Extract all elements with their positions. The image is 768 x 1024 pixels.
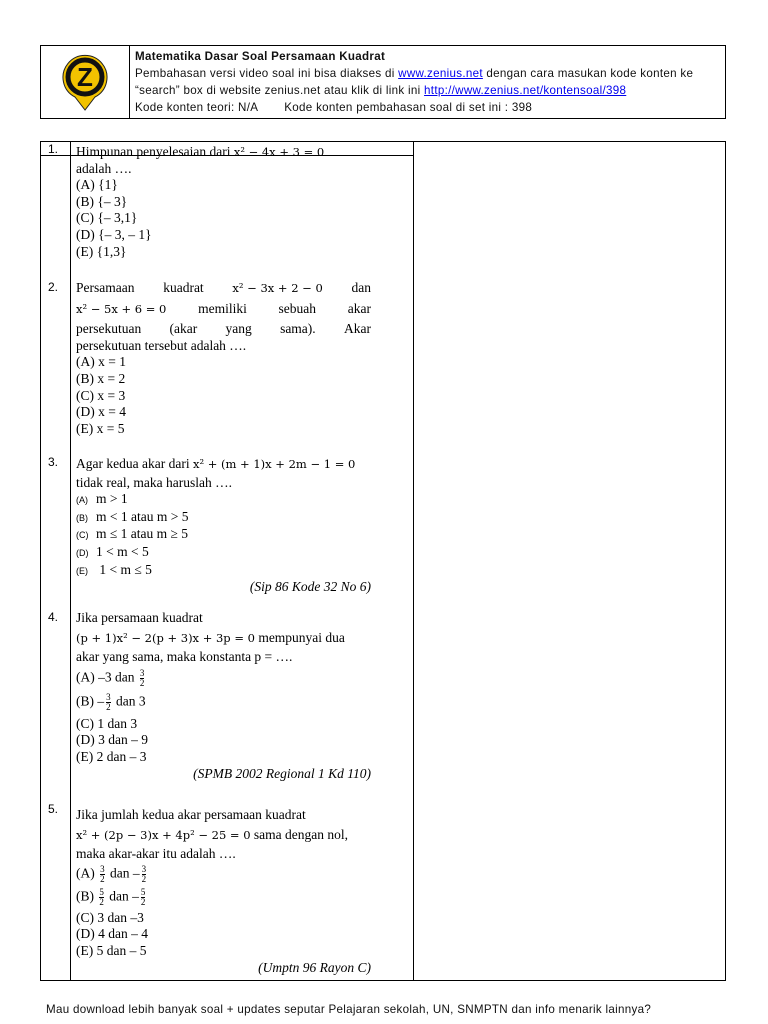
equation: x² − 4x + 3 = 0 <box>233 145 325 159</box>
option-e: (E) x = 5 <box>76 420 125 436</box>
fraction: $\frac{3}{2}$ <box>106 691 111 712</box>
question-number: 3. <box>48 455 59 469</box>
option-b: (B) {– 3} <box>76 193 128 209</box>
option-d: (D) 3 dan – 9 <box>76 732 148 748</box>
option-c: (C) 1 dan 3 <box>76 715 138 731</box>
option-b: (B) m < 1 atau m > 5 <box>76 508 189 524</box>
footer-text: Mau download lebih banyak soal + updates seputar Pelajaran sekolah, UN, SNMPTN dan info menarik lainnya? <box>46 1003 652 1016</box>
number-column-divider <box>70 142 71 980</box>
option-e: (E) 1 < m ≤ 5 <box>76 561 152 577</box>
question-3: Agar kedua akar dari x² + (m + 1)x + 2m − 1 = 0 tidak real, maka haruslah …. (A) m > 1 (B) m < 1 atau m > 5 (C) m ≤ 1 atau m ≥ 5 (D) 1 < m < 5 (E) 1 < m ≤ 5 (Sip 86 Kode 32 No 6) <box>76 456 371 595</box>
option-a: (A) {1} <box>76 177 118 193</box>
kontensoal-link[interactable]: http://www.zenius.net/kontensoal/398 <box>424 84 627 97</box>
option-d: (D) {– 3, – 1} <box>76 226 152 242</box>
svg-text:Z: Z <box>77 62 93 92</box>
option-d: (D) 4 dan – 4 <box>76 926 148 942</box>
option-d: (D) x = 4 <box>76 404 126 420</box>
option-c: (C) x = 3 <box>76 387 126 403</box>
question-source: (Umptn 96 Rayon C) <box>258 959 371 975</box>
option-d: (D) 1 < m < 5 <box>76 543 149 559</box>
question-number: 5. <box>48 802 59 816</box>
question-5: Jika jumlah kedua akar persamaan kuadrat x² + (2p − 3)x + 4p² − 25 = 0 sama dengan nol, maka akar-akar itu adalah …. (A) $\frac{3}{2}$ dan – $\frac{3}{2}$ (B) $\frac{5}{2}$ dan – $\frac{5}{2}$ (C) 3 dan –3 (D) 4 dan – 4 (E) 5 dan – 5 (Umptn 96 Rayon C) <box>76 807 371 975</box>
option-b: (B) – $\frac{3}{2}$ dan 3 <box>76 691 146 712</box>
header-box <box>40 45 726 119</box>
option-b: (B) $\frac{5}{2}$ dan – $\frac{5}{2}$ <box>76 886 146 907</box>
option-b: (B) x = 2 <box>76 370 126 386</box>
zenius-logo <box>61 53 109 111</box>
option-e: (E) {1,3} <box>76 243 127 259</box>
option-a: (A) –3 dan $\frac{3}{2}$ <box>76 667 145 688</box>
answer-column-divider <box>413 142 414 980</box>
fraction: $\frac{3}{2}$ <box>139 667 145 688</box>
option-a: (A) m > 1 <box>76 491 128 507</box>
option-c: (C) 3 dan –3 <box>76 909 144 925</box>
question-4: Jika persamaan kuadrat (p + 1)x² − 2(p + 3)x + 3p = 0 mempunyai dua akar yang sama, maka konstanta p = …. (A) –3 dan $\frac{3}{2}$ (B) – $\frac{3}{2}$ dan 3 (C) 1 dan 3 (D) 3 dan – 9 (E) 2 dan – 3 (SPMB 2002 Regional 1 Kd 110) <box>76 610 371 781</box>
kode-teori: Kode konten teori: N/A <box>135 101 259 114</box>
question-1: Himpunan penyelesaian dari x² − 4x + 3 = 0 adalah …. (A) {1} (B) {– 3} (C) {– 3,1} (D) {– 3, – 1} (E) {1,3} <box>76 144 371 260</box>
header-text <box>130 46 693 118</box>
header-line-4 <box>135 99 693 116</box>
option-e: (E) 5 dan – 5 <box>76 942 147 958</box>
question-source: (SPMB 2002 Regional 1 Kd 110) <box>193 765 371 781</box>
option-a: (A) x = 1 <box>76 354 126 370</box>
question-table <box>40 141 726 981</box>
question-number: 1. <box>48 142 59 156</box>
logo-cell <box>41 46 130 118</box>
option-c: (C) {– 3,1} <box>76 210 138 226</box>
option-c: (C) m ≤ 1 atau m ≥ 5 <box>76 526 189 542</box>
option-a: (A) $\frac{3}{2}$ dan – $\frac{3}{2}$ <box>76 863 147 884</box>
question-number: 4. <box>48 610 59 624</box>
header-line-2: Pembahasan versi video soal ini bisa diakses di www.zenius.net dengan cara masukan kode konten ke <box>135 67 694 80</box>
option-e: (E) 2 dan – 3 <box>76 748 147 764</box>
question-source: (Sip 86 Kode 32 No 6) <box>249 579 371 595</box>
question-number: 2. <box>48 280 59 294</box>
kode-pembahasan: Kode konten pembahasan soal di set ini : 398 <box>284 101 533 114</box>
question-2: Persamaan kuadrat x² − 3x + 2 − 0 dan x² − 5x + 6 = 0 memiliki sebuah akar persekutuan (akar yang sama). Akar persekutuan tersebut adalah …. (A) x = 1 (B) x = 2 (C) x = 3 (D) x = 4 (E) x = 5 <box>76 280 371 436</box>
header-line-3: “search” box di website zenius.net atau klik di link ini http://www.zenius.net/kontensoal/398 <box>135 84 627 97</box>
zenius-link[interactable]: www.zenius.net <box>398 67 483 80</box>
doc-title: Matematika Dasar Soal Persamaan Kuadrat <box>135 50 386 63</box>
